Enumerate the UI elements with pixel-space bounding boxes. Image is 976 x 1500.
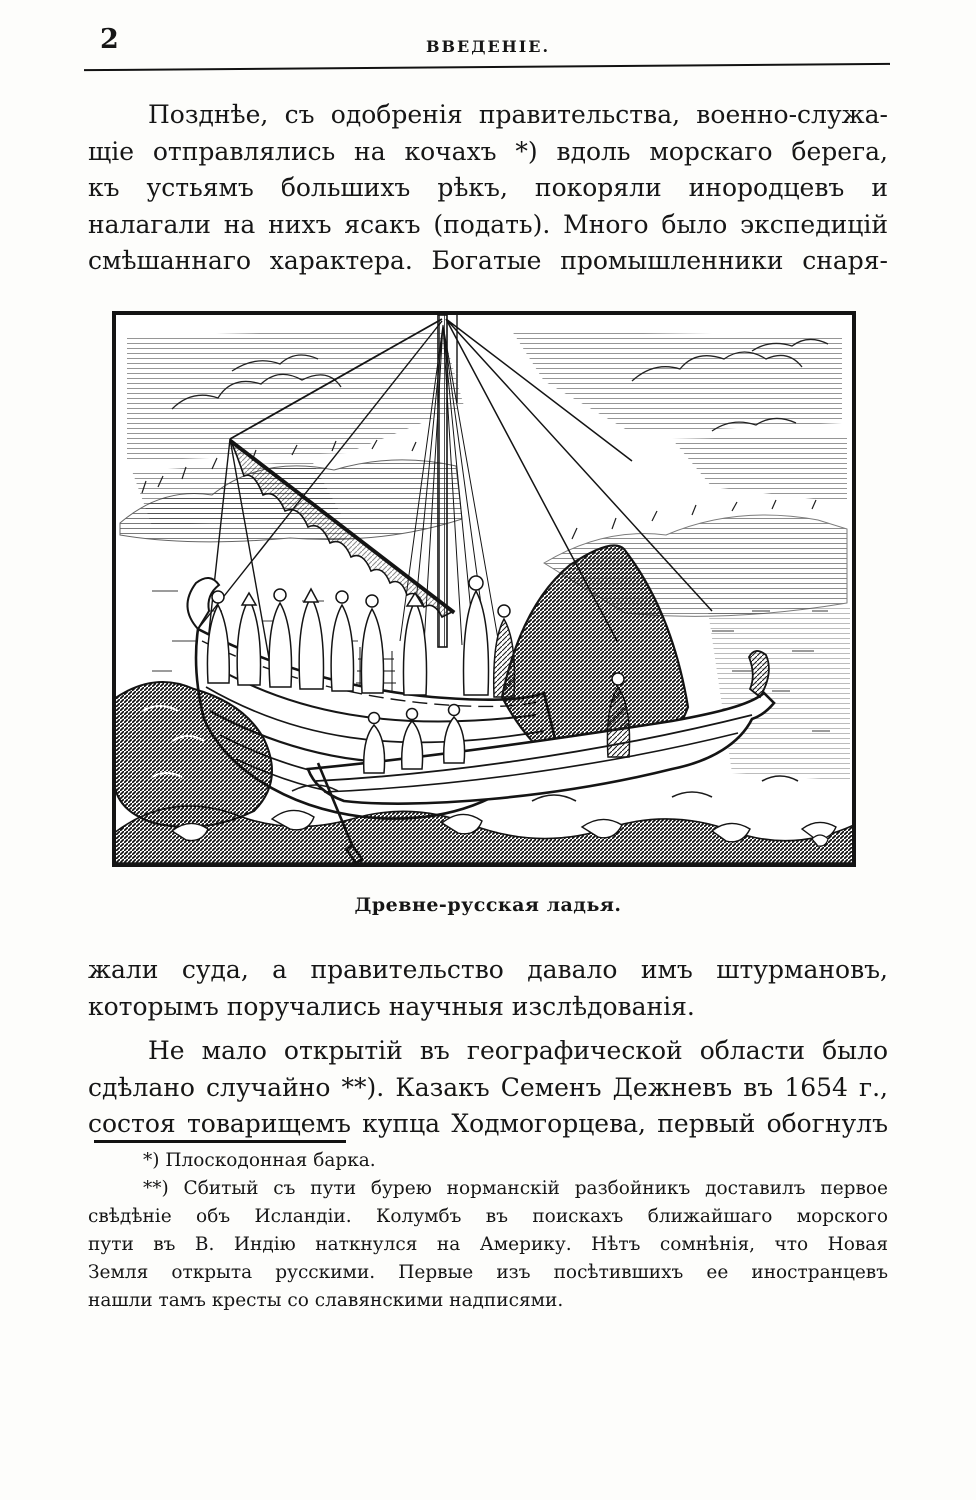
paragraph-1 bbox=[88, 97, 888, 280]
footnote-rule bbox=[94, 1140, 346, 1143]
ladya-engraving-illustration bbox=[112, 311, 856, 867]
footnote-2-line: **) Сбитый съ пути бурею норманскій разбойникъ доставилъ первое bbox=[143, 1178, 888, 1199]
text-line: которымъ поручались научныя изслѣдованія. bbox=[88, 991, 695, 1021]
text-line: смѣшаннаго характера. Богатые промышленники снаря- bbox=[88, 246, 888, 275]
paragraph-2 bbox=[88, 952, 888, 1025]
text-line: сдѣлано случайно **). Казакъ Семенъ Дежневъ въ 1654 г., bbox=[88, 1072, 888, 1102]
footnote-2-line: свѣдѣніе объ Исландіи. Колумбъ въ поискахъ ближайшаго морского bbox=[88, 1206, 888, 1227]
text-line: жали суда, а правительство давало имъ штурмановъ, bbox=[88, 955, 888, 984]
figure-ladya bbox=[112, 311, 856, 867]
footnote-2-line: нашли тамъ кресты со славянскими надписями. bbox=[88, 1290, 564, 1311]
running-head: ВВЕДЕНІЕ. bbox=[425, 37, 551, 56]
footnote-2-line: Земля открыта русскими. Первые изъ посѣтившихъ ее иностранцевъ bbox=[88, 1262, 888, 1283]
text-line: Позднѣе, съ одобренія правительства, военно-служа- bbox=[148, 100, 888, 129]
figure-caption: Древне-русская ладья. bbox=[354, 894, 622, 916]
page-number: 2 bbox=[100, 24, 119, 55]
footnote-1-line: *) Плоскодонная барка. bbox=[143, 1150, 376, 1171]
text-line: щіе отправлялись на кочахъ *) вдоль морскаго берега, bbox=[88, 136, 888, 166]
footnotes bbox=[88, 1147, 888, 1315]
footnote-2-line: пути въ В. Индію наткнулся на Америку. Нѣтъ сомнѣнія, что Новая bbox=[88, 1234, 888, 1255]
text-line: Не мало открытій въ географической области было bbox=[148, 1036, 888, 1065]
text-line: состоя товарищемъ купца Ходмогорцева, первый обогнулъ bbox=[88, 1109, 888, 1138]
header-rule bbox=[84, 63, 890, 71]
text-line: къ устьямъ большихъ рѣкъ, покоряли инородцевъ и bbox=[88, 173, 888, 202]
text-line: налагали на нихъ ясакъ (подать). Много было экспедицій bbox=[88, 209, 888, 239]
paragraph-3 bbox=[88, 1033, 888, 1143]
